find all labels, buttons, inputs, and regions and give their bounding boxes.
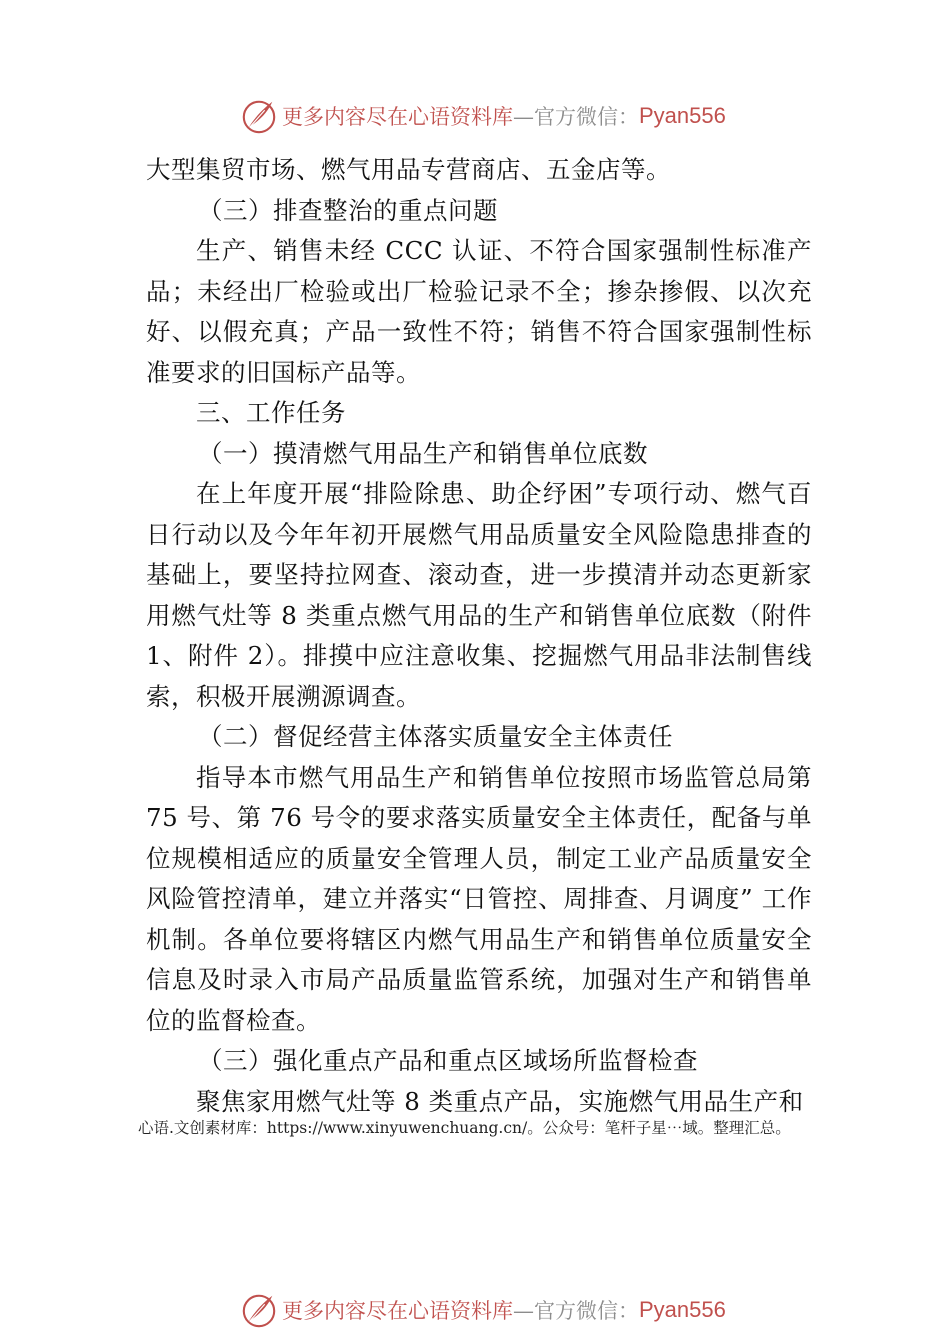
section-heading-3: （三）排查整治的重点问题 <box>198 195 498 225</box>
banner-separator: —官方微信： <box>513 1299 639 1323</box>
chapter-heading-tasks: 三、工作任务 <box>196 398 346 427</box>
banner-slogan: 更多内容尽在心语资料库 <box>282 1299 513 1323</box>
paragraph-key-issues: 生产、销售未经 CCC 认证、不符合国家强制性标准产品；未经出厂检验或出厂检验记录不全；掺杂掺假、以次充好、以假充真；产品一致性不符；销售不符合国家强制性标准要求的旧国标产品等。 <box>146 236 812 387</box>
task-heading-2: （二）督促经营主体落实质量安全主体责任 <box>198 722 673 751</box>
quill-logo-icon <box>240 97 278 135</box>
task-heading-3: （三）强化重点产品和重点区域场所监督检查 <box>198 1046 698 1075</box>
banner-wechat-id: Pyan556 <box>639 103 726 128</box>
paragraph-task-3: 聚焦家用燃气灶等 8 类重点产品，实施燃气用品生产和 <box>196 1086 804 1116</box>
banner-separator: —官方微信： <box>513 105 639 129</box>
banner-wechat-id: Pyan556 <box>639 1297 726 1322</box>
header-banner <box>240 96 726 136</box>
paragraph-continuation: 大型集贸市场、燃气用品专营商店、五金店等。 <box>146 155 671 184</box>
footer-banner <box>240 1290 726 1330</box>
quill-logo-icon <box>240 1291 278 1329</box>
paragraph-task-2: 指导本市燃气用品生产和销售单位按照市场监管总局第 75 号、第 76 号令的要求落实质量安全主体责任，配备与单位规模相适应的质量安全管理人员，制定工业产品质量安全风险管控清单，建立并落实“日管控、周排查、月调度” 工作机制。各单位要将辖区内燃气用品生产和销售单位质量安全信息及时录入市局产品质量监管系统，加强对生产和销售单位的监督检查。 <box>146 762 812 1035</box>
document-body <box>146 150 812 1122</box>
banner-slogan: 更多内容尽在心语资料库 <box>282 105 513 129</box>
paragraph-task-1: 在上年度开展“排险除患、助企纾困”专项行动、燃气百日行动以及今年年初开展燃气用品质量安全风险隐患排查的基础上，要坚持拉网查、滚动查，进一步摸清并动态更新家用燃气灶等 8 类重点燃气用品的生产和销售单位底数（附件 1、附件 2）。排摸中应注意收集、挖掘燃气用品非法制售线索，积极开展溯源调查。 <box>146 479 812 711</box>
task-heading-1: （一）摸清燃气用品生产和销售单位底数 <box>198 438 648 468</box>
footer-source-note: 心语.文创素材库：https://www.xinyuwenchuang.cn/。公众号：笔杆子星⋯域。整理汇总。 <box>138 1119 791 1137</box>
